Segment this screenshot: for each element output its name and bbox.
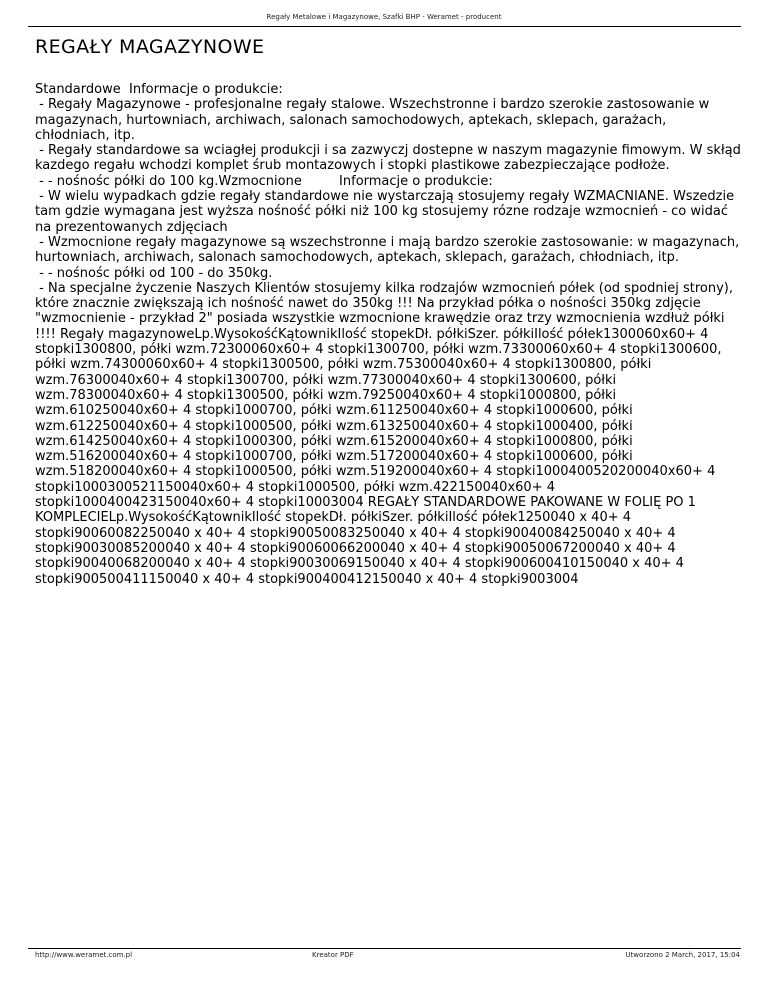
page-header: Regały Metalowe i Magazynowe, Szafki BHP - Weramet - producent	[266, 13, 502, 21]
product-description: Standardowe Informacje o produkcie: - Regały Magazynowe - profesjonalne regały stalowe. Wszechstronne i bardzo szerokie zastosowanie w magazynach, hurtowniach, archiwach, salonach samochodowych, aptekach, sklepach, garażach, chłodniach, itp. - Regały standardowe sa wciagłej produkcji i sa zazwyczj dostepne w naszym magazynie fimowym. W skłąd kazdego regału wchodzi komplet śrub montazowych i stopki plastikowe zabezpieczające podłoże. - - nośnośc półki do 100 kg.Wzmocnione Informacje o produkcie: - W wielu wypadkach gdzie regały standardowe nie wystarczają stosujemy regały WZMACNIANE. Wszedzie tam gdzie wymagana jest wyższa nośność półki niż 100 kg stosujemy rózne rodzaje wzmocnień - co widać na prezentowanych zdjęciach - Wzmocnione regały magazynowe są wszechstronne i mają bardzo szerokie zastosowanie: w magazynach, hurtowniach, archiwach, salonach samochodowych, aptekach, sklepach, garażach, chłodniach, itp. - - nośnośc półki od 100 - do 350kg. - Na specjalne życzenie Naszych Klientów stosujemy kilka rodzajów wzmocnień półek (od spodniej strony), które znacznie zwiększają ich nośność nawet do 350kg !!! Na przykład półka o nośności 350kg zdjęcie "wzmocnienie - przykład 2" posiada wszystkie wzmocnione krawędzie oraz trzy wzmocnienia wzdłuż półki !!!! Regały magazynoweLp.WysokośćKątownikIlość stopekDł. półkiSzer. półkiIlość półek1300060x60+ 4 stopki1300800, półki wzm.72300060x60+ 4 stopki1300700, półki wzm.73300060x60+ 4 stopki1300600, półki wzm.74300060x60+ 4 stopki1300500, półki wzm.75300040x60+ 4 stopki1300800, półki wzm.76300040x60+ 4 stopki1300700, półki wzm.77300040x60+ 4 stopki1300600, półki wzm.78300040x60+ 4 stopki1300500, półki wzm.79250040x60+ 4 stopki1000800, półki wzm.610250040x60+ 4 stopki1000700, półki wzm.611250040x60+ 4 stopki1000600, półki wzm.612250040x60+ 4 stopki1000500, półki wzm.613250040x60+ 4 stopki1000400, półki wzm.614250040x60+ 4 stopki1000300, półki wzm.615200040x60+ 4 stopki1000800, półki wzm.516200040x60+ 4 stopki1000700, półki wzm.517200040x60+ 4 stopki1000600, półki wzm.518200040x60+ 4 stopki1000500, półki wzm.519200040x60+ 4 stopki1000400520200040x60+ 4 stopki1000300521150040x60+ 4 stopki1000500, półki wzm.422150040x60+ 4 stopki1000400423150040x60+ 4 stopki10003004 REGAŁY STANDARDOWE PAKOWANE W FOLIĘ PO 1 KOMPLECIELp.WysokośćKątownikIlość stopekDł. półkiSzer. półkiIlość półek1250040 x 40+ 4 stopki90060082250040 x 40+ 4 stopki90050083250040 x 40+ 4 stopki90040084250040 x 40+ 4 stopki90030085200040 x 40+ 4 stopki90060066200040 x 40+ 4 stopki90050067200040 x 40+ 4 stopki90040068200040 x 40+ 4 stopki90030069150040 x 40+ 4 stopki900600410150040 x 40+ 4 stopki900500411150040 x 40+ 4 stopki900400412150040 x 40+ 4 stopki9003004	[35, 82, 741, 587]
page-title: REGAŁY MAGAZYNOWE	[35, 36, 265, 58]
header-divider	[28, 26, 741, 27]
footer-divider	[28, 948, 741, 949]
footer-generator: Kreator PDF	[312, 951, 354, 959]
footer-url: http://www.weramet.com.pl	[35, 951, 133, 959]
footer-created-date: Utworzono 2 March, 2017, 15:04	[625, 951, 740, 959]
